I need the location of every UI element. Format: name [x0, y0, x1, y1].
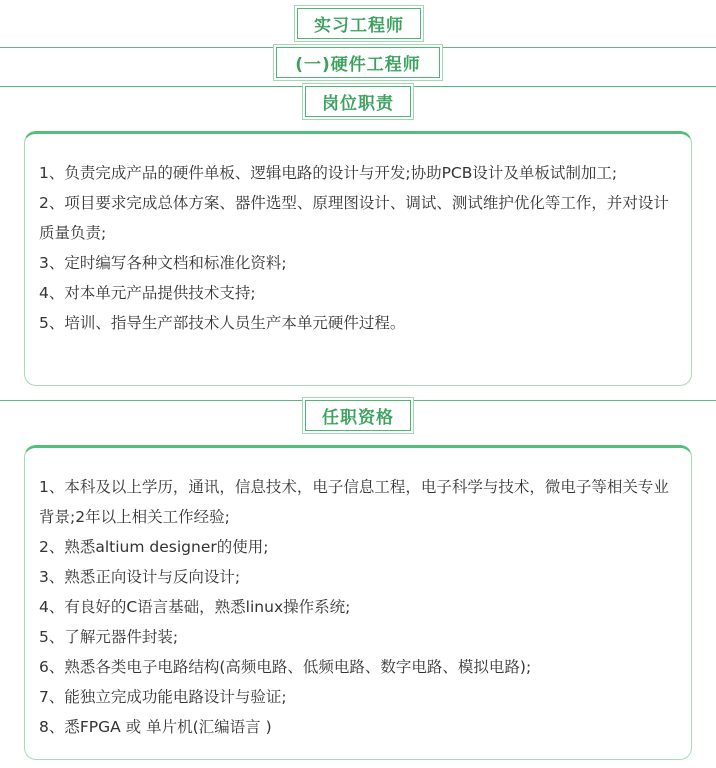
qualifications-card — [24, 445, 692, 760]
qualification-item: 6、熟悉各类电子电路结构(高频电路、低频电路、数字电路、模拟电路); — [39, 658, 532, 676]
duty-item: 2、项目要求完成总体方案、器件选型、原理图设计、调试、测试维护优化等工作，并对设计质量负责; — [39, 194, 669, 242]
qualification-item: 2、熟悉altium designer的使用; — [39, 538, 269, 556]
qualification-item: 4、有良好的C语言基础，熟悉linux操作系统; — [39, 598, 351, 616]
qualification-item: 1、本科及以上学历，通讯，信息技术，电子信息工程，电子科学与技术，微电子等相关专业背景;2年以上相关工作经验; — [39, 478, 669, 526]
duties-card — [24, 131, 692, 386]
section-title-hardware-engineer: (一)硬件工程师 — [276, 47, 440, 78]
section-title-duties: 岗位职责 — [305, 86, 411, 117]
section-title-internship: 实习工程师 — [297, 8, 421, 39]
duty-item: 5、培训、指导生产部技术人员生产本单元硬件过程。 — [39, 314, 406, 332]
qualification-item: 5、了解元器件封装; — [39, 628, 179, 646]
duty-item: 1、负责完成产品的硬件单板、逻辑电路的设计与开发;协助PCB设计及单板试制加工; — [39, 164, 618, 182]
section-title-qualifications: 任职资格 — [305, 400, 411, 431]
qualification-item: 7、能独立完成功能电路设计与验证; — [39, 688, 287, 706]
qualification-item: 8、悉FPGA 或 单片机(汇编语言 ) — [39, 718, 272, 736]
duty-item: 4、对本单元产品提供技术支持; — [39, 284, 256, 302]
duty-item: 3、定时编写各种文档和标准化资料; — [39, 254, 287, 272]
qualification-item: 3、熟悉正向设计与反向设计; — [39, 568, 241, 586]
